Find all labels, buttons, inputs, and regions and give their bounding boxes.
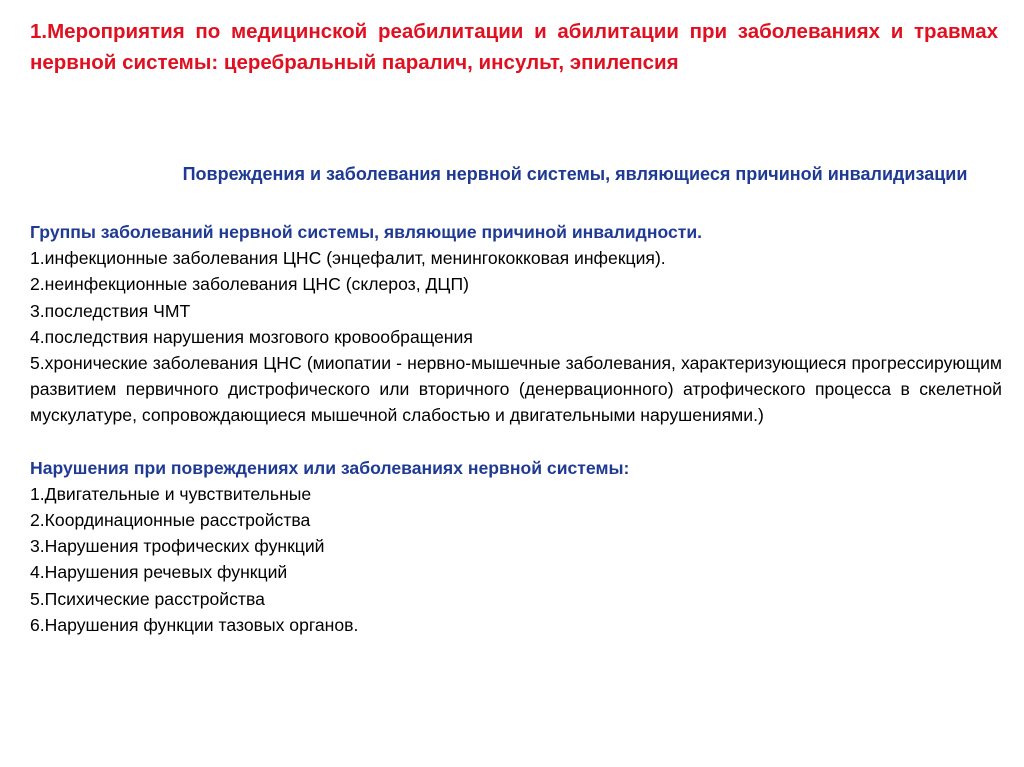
slide-title: 1.Мероприятия по медицинской реабилитации и абилитации при заболеваниях и травмах нервной системы: церебральный паралич, инсульт, эпилепсия (30, 20, 998, 74)
groups-item-4: 4.последствия нарушения мозгового кровообращения (30, 326, 473, 347)
section-subheading: Повреждения и заболевания нервной системы, являющиеся причиной инвалидизации (182, 164, 968, 184)
disorders-item-2: 2.Координационные расстройства (30, 510, 311, 531)
groups-item-3: 3.последствия ЧМТ (30, 300, 191, 321)
slide-body (30, 219, 1002, 638)
groups-item-5: 5.хронические заболевания ЦНС (миопатии - нервно-мышечные заболевания, характеризующиеся прогрессирующим развитием первичного дистрофического или вторичного (денервационного) атрофического процесса в скелетной мускулатуре, сопровождающиеся мышечной слабостью и двигательными нарушениями.) (30, 353, 1002, 426)
groups-item-1: 1.инфекционные заболевания ЦНС (энцефалит, менингококковая инфекция). (30, 248, 666, 269)
disorders-item-1: 1.Двигательные и чувствительные (30, 483, 312, 504)
section-spacer (30, 429, 1002, 455)
groups-item-2: 2.неинфекционные заболевания ЦНС (склероз, ДЦП) (30, 274, 469, 295)
groups-heading: Группы заболеваний нервной системы, являющие причиной инвалидности. (30, 222, 703, 242)
disorders-heading: Нарушения при повреждениях или заболеваниях нервной системы: (30, 457, 630, 478)
disorders-item-5: 5.Психические расстройства (30, 588, 265, 609)
disorders-item-4: 4.Нарушения речевых функций (30, 562, 288, 583)
disorders-item-3: 3.Нарушения трофических функций (30, 536, 325, 557)
disorders-item-6: 6.Нарушения функции тазовых органов. (30, 614, 359, 635)
